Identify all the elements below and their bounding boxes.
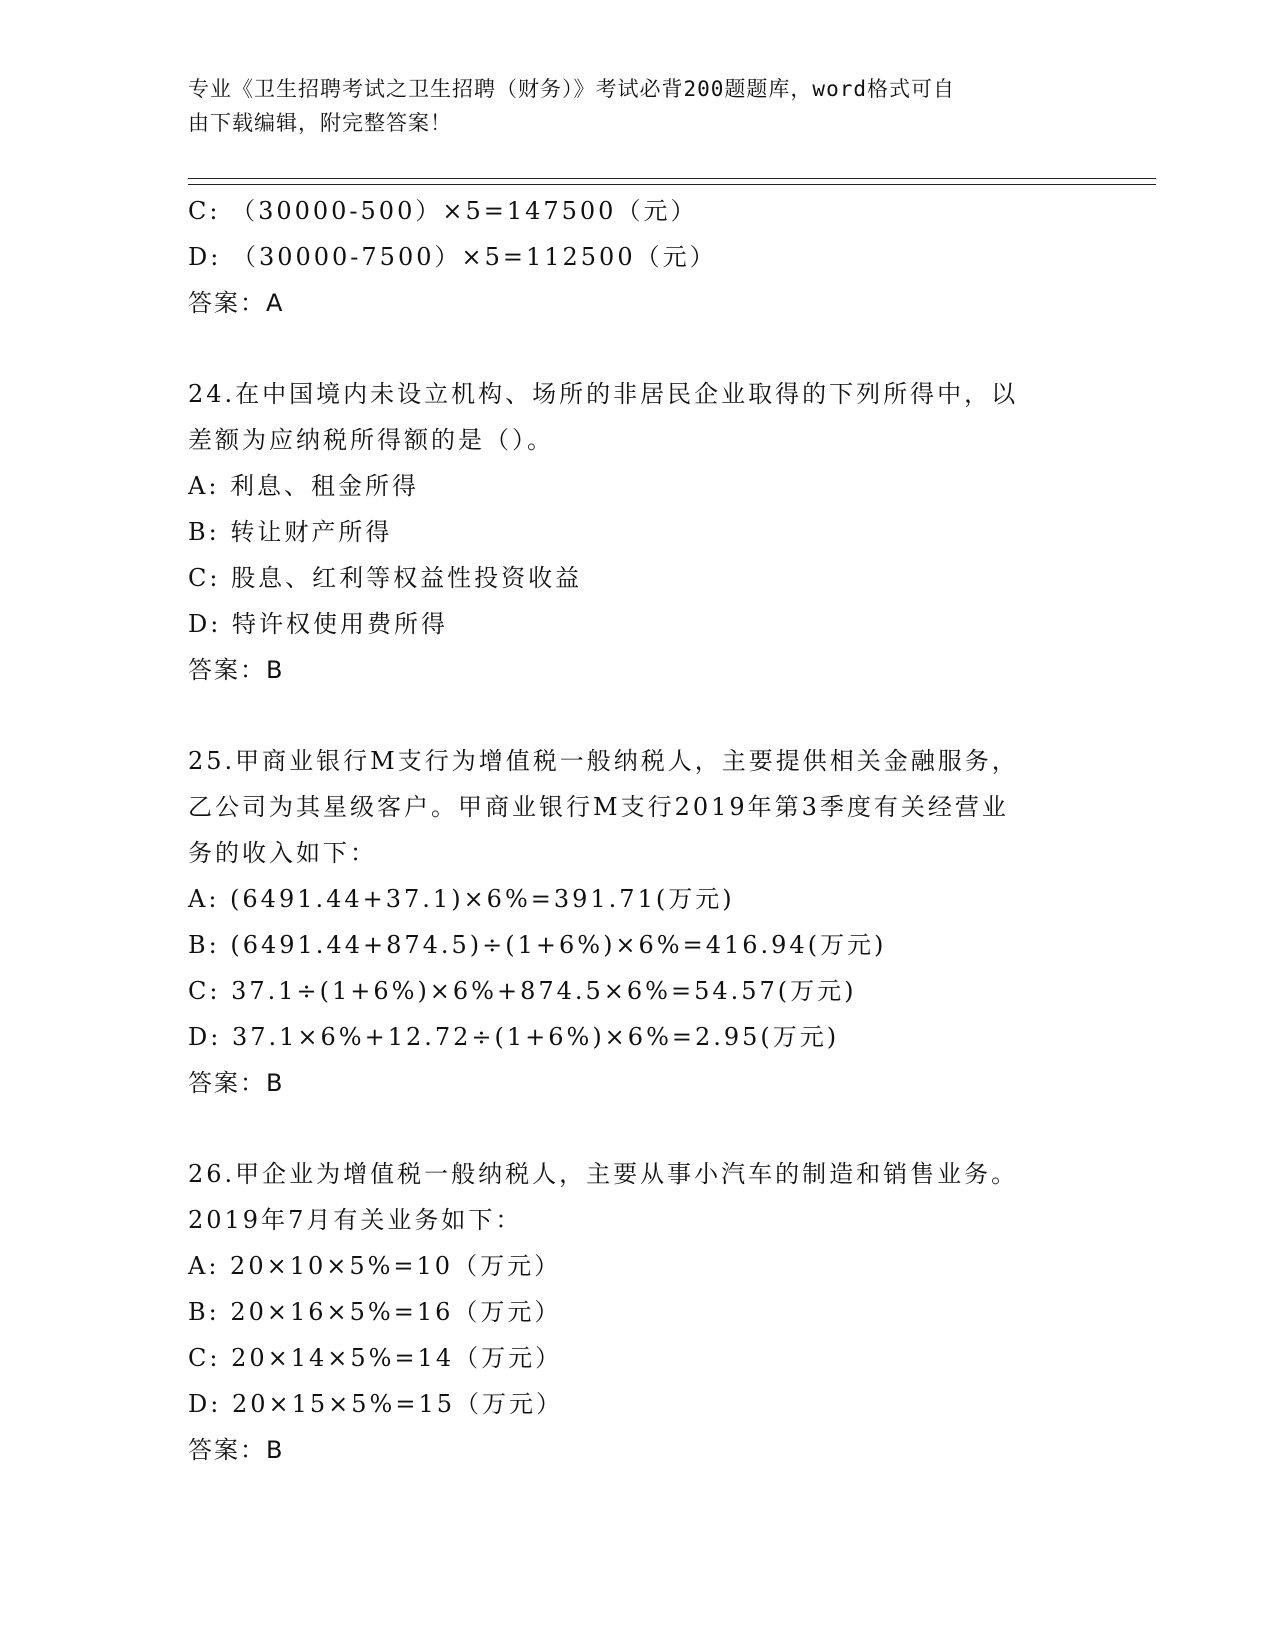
question-stem-line: 乙公司为其星级客户。甲商业银行M支行2019年第3季度有关经营业 [188,793,1009,821]
spacer [188,326,1088,371]
option-b: B: 20×16×5%=16（万元） [188,1298,562,1326]
option-c: C: 37.1÷(1+6%)×6%+874.5×6%=54.57(万元) [188,977,857,1005]
question-stem-line: 24.在中国境内未设立机构、场所的非居民企业取得的下列所得中，以 [188,380,1019,408]
question-stem-line: 务的收入如下： [188,839,377,867]
document-header [188,72,1088,140]
answer-line: 答案：A [188,289,285,317]
question-stem-line: 差额为应纳税所得额的是（）。 [188,426,554,454]
answer-line: 答案：B [188,656,285,684]
spacer [188,1106,1088,1151]
option-c: C: 股息、红利等权益性投资收益 [188,564,583,592]
option-c: C: （30000-500）×5=147500（元） [188,197,698,225]
option-a: A: (6491.44+37.1)×6%=391.71(万元) [188,885,735,913]
answer-line: 答案：B [188,1069,285,1097]
option-d: D: 37.1×6%+12.72÷(1+6%)×6%=2.95(万元) [188,1023,840,1051]
option-b: B: 转让财产所得 [188,518,393,546]
option-a: A: 利息、租金所得 [188,472,420,500]
question-26 [188,1151,1088,1473]
option-d: D: 20×15×5%=15（万元） [188,1390,563,1418]
option-d: D: （30000-7500）×5=112500（元） [188,243,717,271]
document-body [188,188,1088,1473]
question-stem-line: 2019年7月有关业务如下： [188,1206,523,1234]
question-stem-line: 25.甲商业银行M支行为增值税一般纳税人，主要提供相关金融服务， [188,747,1019,775]
question-24 [188,371,1088,693]
question-23-continued [188,188,1088,326]
header-divider [188,178,1156,185]
option-a: A: 20×10×5%=10（万元） [188,1252,562,1280]
question-25 [188,738,1088,1106]
option-b: B: (6491.44+874.5)÷(1+6%)×6%=416.94(万元) [188,931,887,959]
header-line-1: 专业《卫生招聘考试之卫生招聘（财务）》考试必背200题题库，word格式可自 [188,77,955,101]
question-stem-line: 26.甲企业为增值税一般纳税人，主要从事小汽车的制造和销售业务。 [188,1160,1019,1188]
header-line-2: 由下载编辑，附完整答案！ [188,111,452,135]
spacer [188,693,1088,738]
option-d: D: 特许权使用费所得 [188,610,448,638]
option-c: C: 20×14×5%=14（万元） [188,1344,563,1372]
answer-line: 答案：B [188,1436,285,1464]
